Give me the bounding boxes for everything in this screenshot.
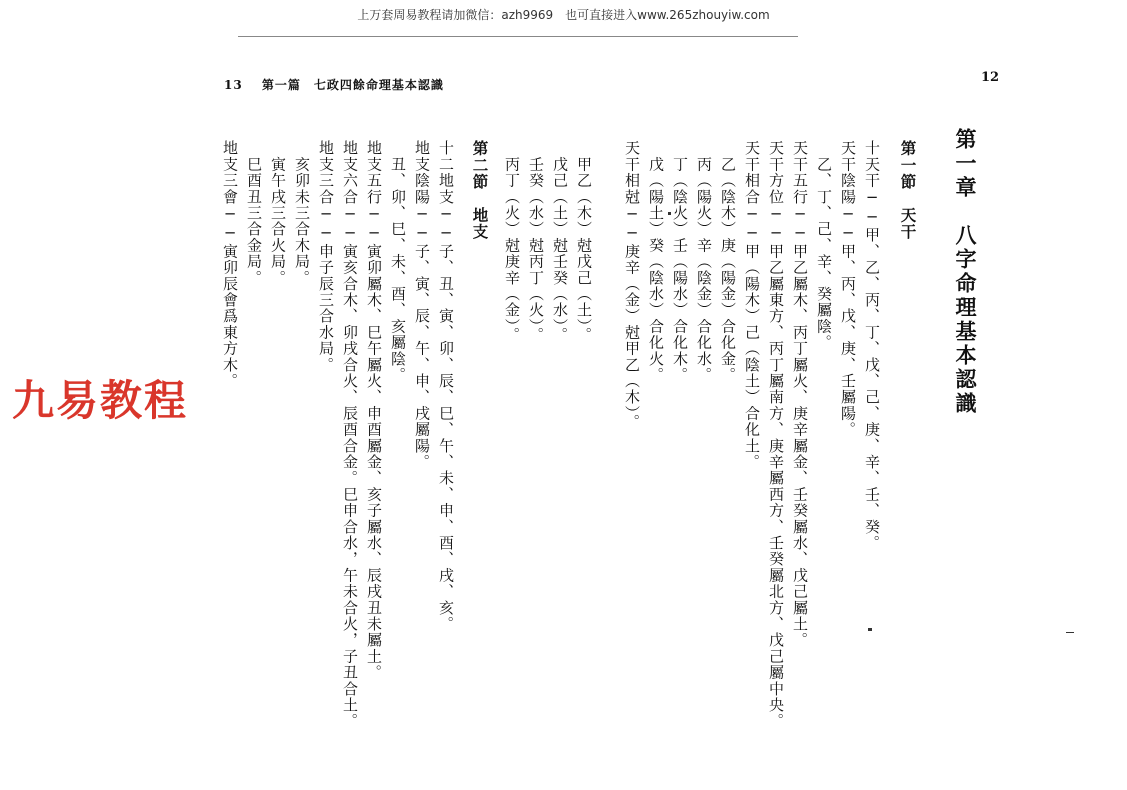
text-line: 地支三合──申子辰三合水局。 xyxy=(317,140,335,373)
text-line: 地支三會──寅卯辰會爲東方木。 xyxy=(221,140,239,389)
text-line: 十天干──甲、乙、丙、丁、戊、己、庚、辛、壬、癸。 xyxy=(863,140,881,551)
text-line: 戊己（土）尅壬癸（水）。 xyxy=(551,140,569,344)
text-line: 地支陰陽──子、寅、辰、午、申、戌屬陽。 xyxy=(413,140,431,470)
text-line: 亥卯未三合木局。 xyxy=(293,140,311,286)
text-line: 地支六合──寅亥合木、卯戌合火、辰酉合金。巳申合水，午未合火，子丑合土。 xyxy=(341,140,359,730)
scan-speck xyxy=(1066,632,1074,633)
text-line: 戊（陽土）癸（陰水）合化火。 xyxy=(647,140,665,383)
text-line: 天干相尅──庚辛（金）尅甲乙（木）。 xyxy=(623,140,641,431)
left-running-header xyxy=(224,76,444,93)
text-line: 十二地支──子、丑、寅、卯、辰、巳、午、未、申、酉、戌、亥。 xyxy=(437,140,455,632)
text-line: 天干五行──甲乙屬木、丙丁屬火、庚辛屬金、壬癸屬水、戊己屬土。 xyxy=(791,140,809,649)
section-heading-dizhi: 第二節 地支 xyxy=(470,140,490,241)
text-line: 乙（陰木）庚（陽金）合化金。 xyxy=(719,140,737,383)
text-line: 巳酉丑三合金局。 xyxy=(245,140,263,286)
scan-speck xyxy=(868,628,872,631)
text-line: 丑、卯、巳、未、酉、亥屬陰。 xyxy=(389,140,407,383)
text-line: 天干方位──甲乙屬東方、丙丁屬南方、庚辛屬西方、壬癸屬北方、戊己屬中央。 xyxy=(767,140,785,730)
header-rule xyxy=(238,36,798,37)
scan-speck xyxy=(668,212,671,215)
text-line: 丙（陽火）辛（陰金）合化水。 xyxy=(695,140,713,383)
left-page-number: 13 xyxy=(224,78,243,92)
text-line: 天干相合──甲（陽木）己（陰土）合化土。 xyxy=(743,140,761,470)
watermark-logo: 九易教程 xyxy=(12,376,189,425)
text-line: 壬癸（水）尅丙丁（火）。 xyxy=(527,140,545,344)
right-page-number: 12 xyxy=(981,70,1000,85)
top-banner: 上万套周易教程请加微信：azh9969 也可直接进入www.265zhouyiw.com xyxy=(357,8,770,22)
text-line: 甲乙（木）尅戊己（土）。 xyxy=(575,140,593,344)
text-line: 天干陰陽──甲、丙、戊、庚、壬屬陽。 xyxy=(839,140,857,438)
text-line: 乙、丁、己、辛、癸屬陰。 xyxy=(815,140,833,351)
text-line: 丙丁（火）尅庚辛（金）。 xyxy=(503,140,521,344)
left-running-title: 第一篇 七政四餘命理基本認識 xyxy=(261,78,444,92)
text-line: 丁（陰火）壬（陽水）合化木。 xyxy=(671,140,689,383)
text-line: 寅午戌三合火局。 xyxy=(269,140,287,286)
text-line: 地支五行──寅卯屬木、巳午屬火、申酉屬金、亥子屬水、辰戌丑未屬土。 xyxy=(365,140,383,681)
chapter-title: 第一章 八字命理基本認識 xyxy=(953,128,978,416)
section-heading-tiangan: 第一節 天干 xyxy=(898,140,918,241)
